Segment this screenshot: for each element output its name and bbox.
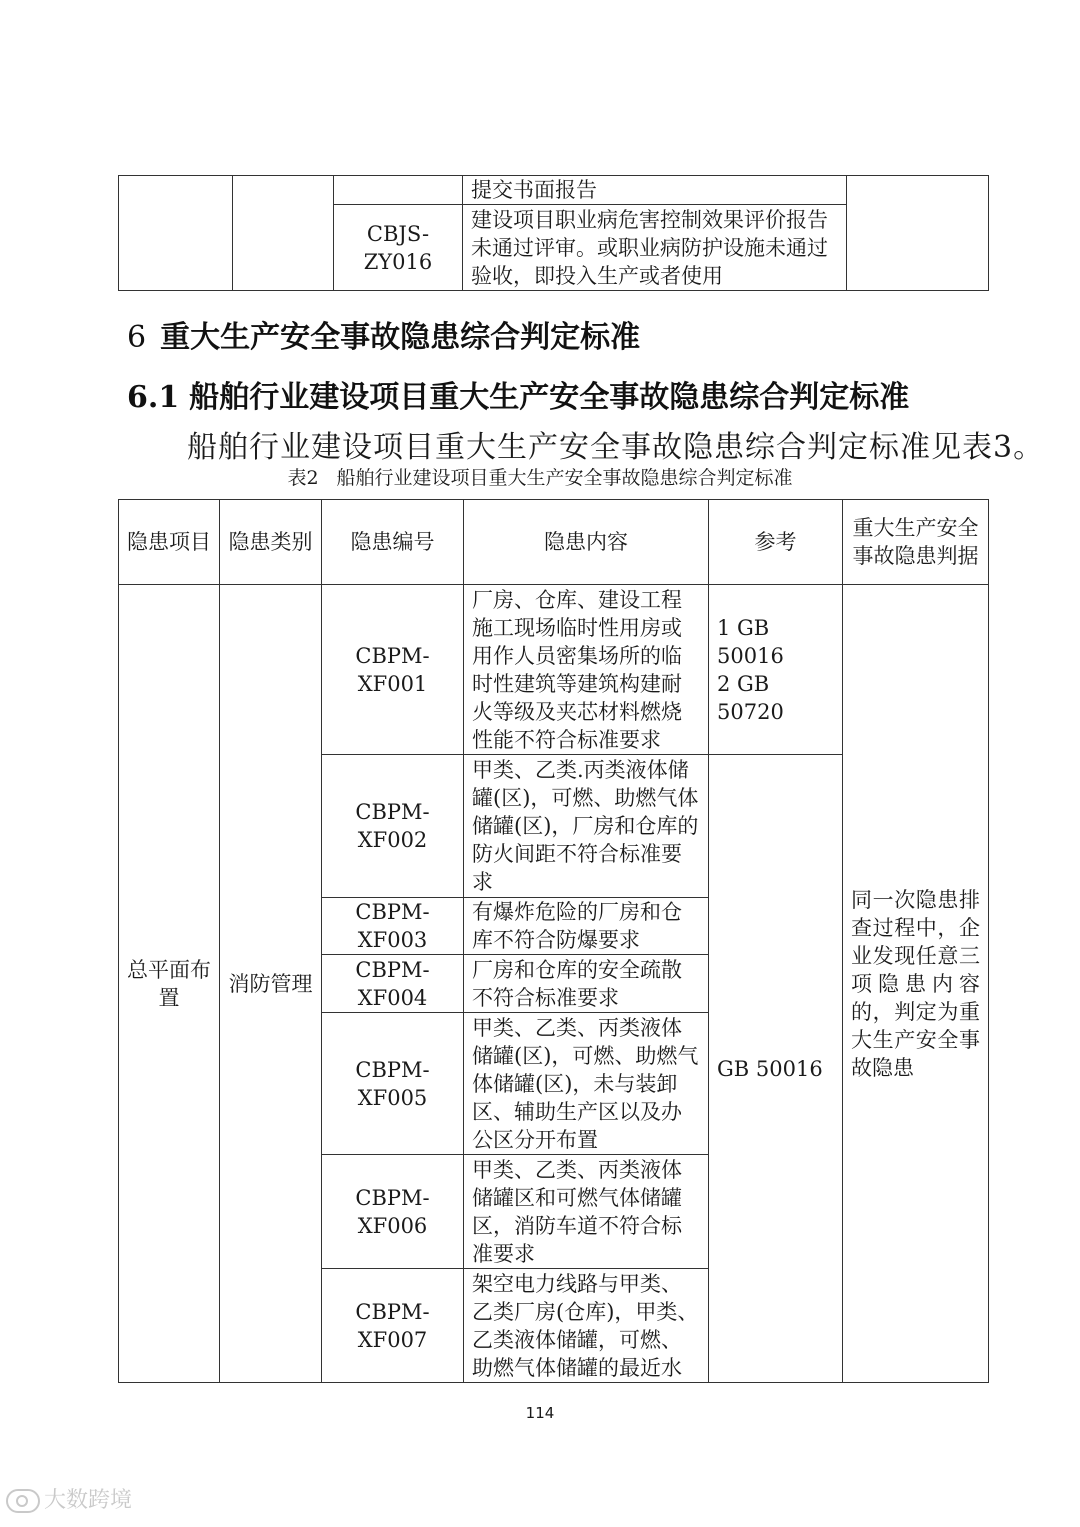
hazard-content-cell: 甲类、乙类.丙类液体储罐(区)，可燃、助燃气体储罐(区)，厂房和仓库的防火间距不符合标准要求: [464, 755, 709, 898]
hazard-content-cell: 有爆炸危险的厂房和仓库不符合防爆要求: [464, 898, 709, 955]
reference-line: 1 GB 50016: [717, 615, 784, 668]
header-item: 隐患项目: [119, 500, 220, 585]
table-caption: [0, 463, 1080, 490]
hazard-code-cell: CBPM-XF003: [322, 898, 464, 955]
table-caption-label: 表2: [287, 467, 319, 489]
hazard-code-cell: CBPM-XF004: [322, 955, 464, 1013]
table-row: [119, 176, 989, 205]
hazard-code-cell: CBPM-XF005: [322, 1013, 464, 1155]
hazard-code-cell: CBPM-XF007: [322, 1269, 464, 1383]
watermark-text: 大数跨境: [44, 1488, 133, 1513]
header-content: 隐患内容: [464, 500, 709, 585]
hazard-code-cell: CBPM-XF002: [322, 755, 464, 898]
hazard-content-cell: 厂房和仓库的安全疏散不符合标准要求: [464, 955, 709, 1013]
hazard-code-cell: CBPM-XF001: [322, 585, 464, 755]
section-title: 船舶行业建设项目重大生产安全事故隐患综合判定标准: [189, 380, 910, 415]
page-number: 114: [525, 1404, 555, 1422]
hazard-content-cell: 甲类、乙类、丙类液体储罐(区)，可燃、助燃气体储罐(区)，未与装卸区、辅助生产区以及办公区分开布置: [464, 1013, 709, 1155]
empty-cell: [233, 176, 334, 291]
hazard-content-cell: 架空电力线路与甲类、乙类厂房(仓库)，甲类、乙类液体储罐，可燃、助燃气体储罐的最近水: [464, 1269, 709, 1383]
reference-line: 2 GB 50720: [717, 671, 784, 724]
section-6-1-heading: [127, 372, 909, 416]
header-category: 隐患类别: [220, 500, 322, 585]
hazard-standard-table: [118, 499, 989, 1383]
section-title: 重大生产安全事故隐患综合判定标准: [160, 320, 641, 355]
hazard-content-cell: 提交书面报告: [463, 176, 847, 205]
header-basis: 重大生产安全事故隐患判据: [843, 500, 989, 585]
table-row: [119, 585, 989, 755]
watermark: [6, 1483, 132, 1514]
hazard-content-cell: 厂房、仓库、建设工程施工现场临时性用房或用作人员密集场所的临时性建筑等建筑构建耐火等级及夹芯材料燃烧性能不符合标准要求: [464, 585, 709, 755]
hazard-basis-cell: 同一次隐患排查过程中，企业发现任意三项隐患内容的，判定为重大生产安全事故隐患: [843, 585, 989, 1383]
intro-paragraph: 船舶行业建设项目重大生产安全事故隐患综合判定标准见表3。: [187, 430, 1045, 465]
hazard-category-cell: 消防管理: [220, 585, 322, 1383]
empty-cell: [119, 176, 233, 291]
reference-cell: GB 50016: [709, 755, 843, 1383]
header-reference: 参考: [709, 500, 843, 585]
reference-cell: [709, 585, 843, 755]
table-caption-title: 船舶行业建设项目重大生产安全事故隐患综合判定标准: [336, 467, 793, 489]
hazard-item-cell: 总平面布置: [119, 585, 220, 1383]
continued-table: [118, 175, 989, 291]
hazard-content-cell: 甲类、乙类、丙类液体储罐区和可燃气体储罐区，消防车道不符合标准要求: [464, 1155, 709, 1269]
section-number: 6.1: [127, 380, 180, 415]
table-header-row: [119, 500, 989, 585]
empty-cell: [334, 176, 463, 205]
section-number: 6: [127, 320, 147, 355]
hazard-content-cell: 建设项目职业病危害控制效果评价报告未通过评审。或职业病防护设施未通过验收，即投入生产或者使用: [463, 205, 847, 291]
section-6-heading: [127, 312, 640, 356]
sina-weibo-logo-icon: [6, 1489, 40, 1513]
header-code: 隐患编号: [322, 500, 464, 585]
hazard-code-cell: CBJS-ZY016: [334, 205, 463, 291]
hazard-code-cell: CBPM-XF006: [322, 1155, 464, 1269]
empty-cell: [847, 176, 989, 291]
